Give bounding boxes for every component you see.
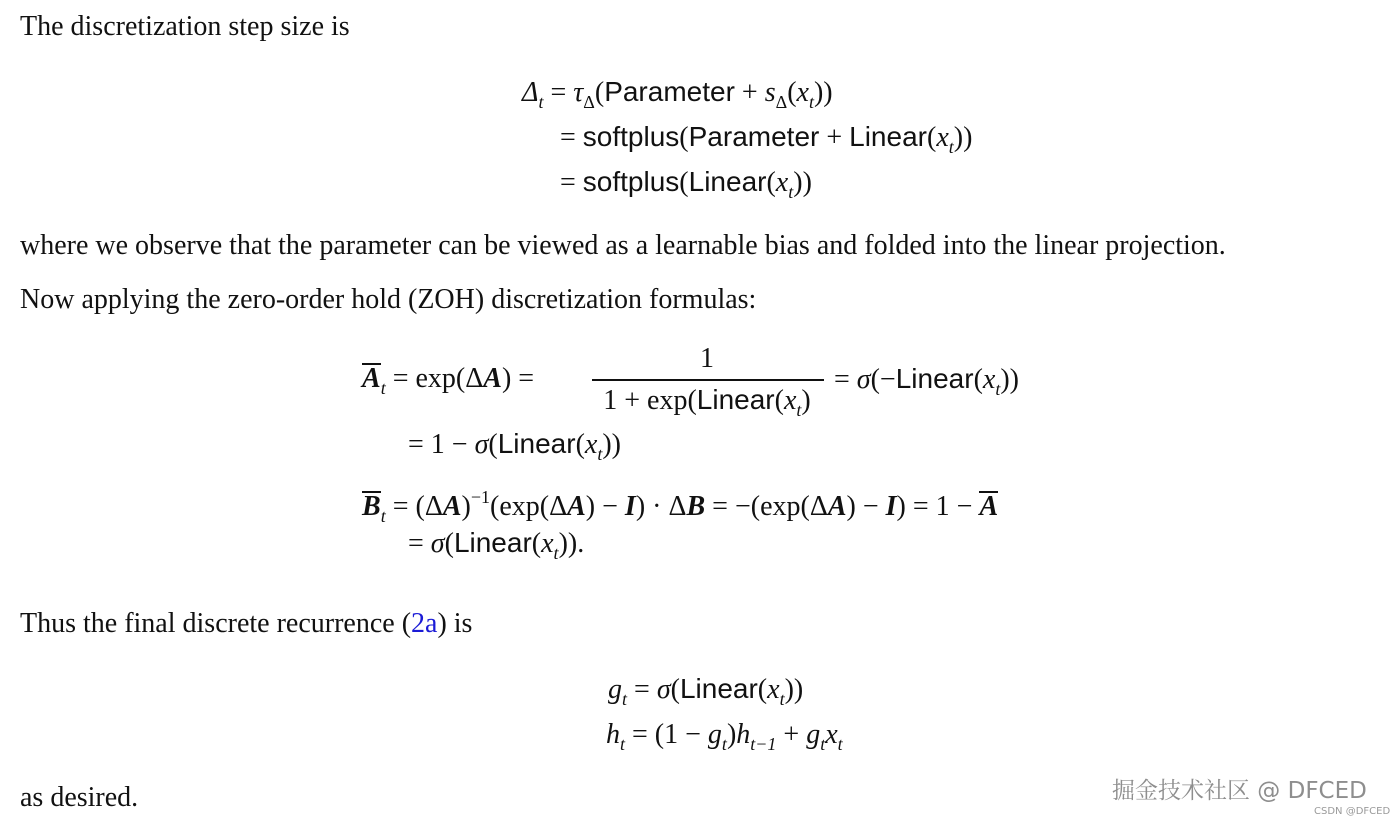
equation-abar-line-2: = $1 - \sigma(Linear(x_t))$ — [408, 428, 622, 464]
watermark-small: CSDN @DFCED — [1314, 806, 1391, 817]
fraction-numerator: 1 — [700, 343, 714, 374]
equation-hidden-state: $h_t = (1 - g_t)h_{t-1} + g_tx_t$ — [606, 719, 843, 754]
equation-bbar-line-2: = $\sigma(Linear(x_t))$. — [408, 527, 585, 563]
equation-reference-link[interactable]: 2a — [411, 608, 438, 639]
equation-bbar-line-1: $B_t = (\Delta A)^{-1}(\exp(\Delta A) - I) \cdot \Delta B = -(\exp(\Delta A) - I) = 1 - A$ — [362, 487, 999, 526]
equation-gate: $g_t$ = $\sigma(Linear(x_t))$ — [608, 673, 804, 709]
watermark-main: 掘金技术社区 @ DFCED — [1112, 778, 1367, 804]
recurrence-text-before: Thus the final discrete recurrence ( — [20, 608, 412, 639]
paragraph-zoh-intro: Now applying the zero-order hold (ZOH) discretization formulas: — [20, 284, 757, 315]
paragraph-final-recurrence — [20, 607, 472, 641]
equation-delta-line-1: $\Delta_t$ = $\tau_\Delta(Parameter + s_\Delta(x_t))$ — [522, 76, 833, 112]
recurrence-text-after: ) is — [437, 608, 473, 639]
paragraph-learnable-bias: where we observe that the parameter can be viewed as a learnable bias and folded into the linear projection. — [20, 230, 1226, 261]
fraction-bar — [592, 379, 824, 381]
equation-delta-line-3: = $softplus(Linear(x_t))$ — [560, 166, 812, 202]
fraction-denominator: $1 + \exp(Linear(x_t)$ — [603, 384, 811, 420]
paragraph-as-desired: as desired. — [20, 782, 139, 813]
paragraph-step-size: The discretization step size is — [20, 11, 350, 42]
equation-delta-line-2: = softplus(Parameter + $Linear(x_t)$) — [560, 121, 973, 157]
equation-abar-lhs: $A_t = \exp(\Delta A)$ = — [362, 363, 535, 398]
equation-abar-rhs: = $\sigma(-Linear(x_t))$ — [834, 363, 1020, 399]
